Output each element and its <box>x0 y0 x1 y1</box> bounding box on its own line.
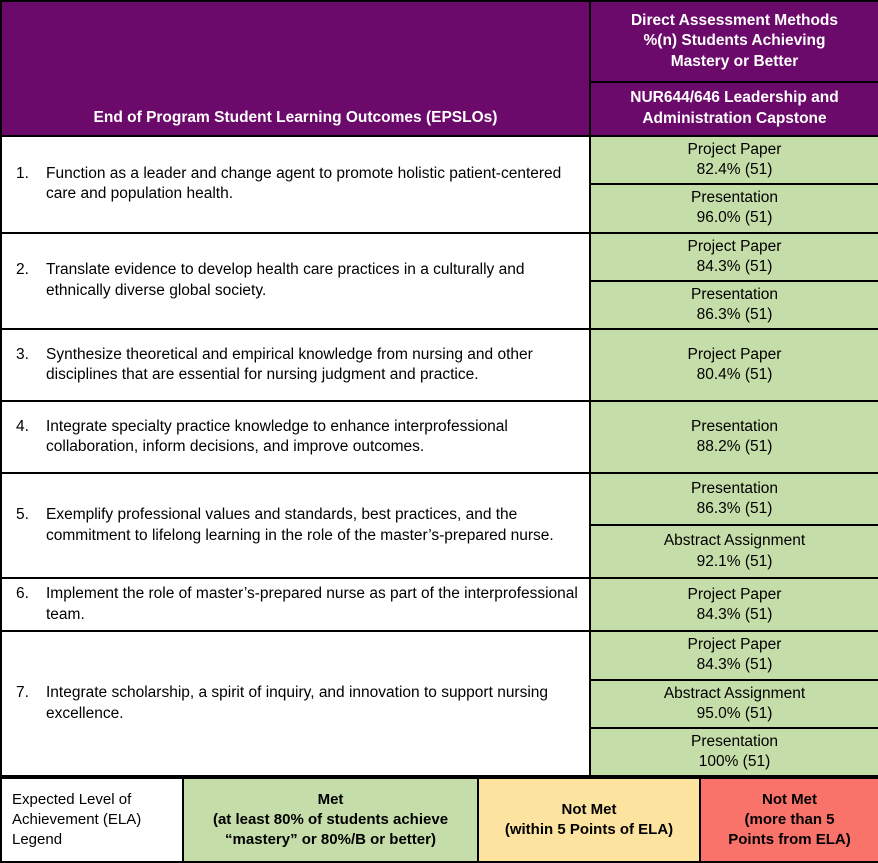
outcome-cell-1 <box>1 136 590 233</box>
header-line-1: Direct Assessment Methods <box>630 11 839 29</box>
header-course-name <box>590 82 878 136</box>
assessment-cell <box>590 184 878 232</box>
legend-label: Expected Level of Achievement (ELA) Legend <box>1 778 183 862</box>
assessment-value: 80.4% (51) <box>696 366 773 384</box>
assessment-value: 86.3% (51) <box>696 500 773 518</box>
header-epslo-title: End of Program Student Learning Outcomes (EPSLOs) <box>1 1 590 136</box>
assessment-method: Project Paper <box>687 345 782 363</box>
assessment-value: 100% (51) <box>698 753 771 771</box>
assessment-cell <box>590 728 878 776</box>
assessment-value: 82.4% (51) <box>696 161 773 179</box>
legend-not-met-within-sub-1: (within 5 Points of ELA) <box>504 821 674 839</box>
table-row <box>1 401 878 473</box>
outcome-cell-4 <box>1 401 590 473</box>
assessment-value: 84.3% (51) <box>696 656 773 674</box>
table-row <box>1 233 878 281</box>
outcome-number: 7. <box>16 684 29 702</box>
course-line-1: NUR644/646 Leadership and <box>630 89 839 107</box>
table-row <box>1 578 878 631</box>
outcome-number: 5. <box>16 506 29 524</box>
table-row <box>1 136 878 184</box>
outcome-number: 6. <box>16 585 29 603</box>
assessment-cell <box>590 631 878 679</box>
assessment-method: Presentation <box>690 285 779 303</box>
assessment-cell <box>590 401 878 473</box>
assessment-method: Presentation <box>690 417 779 435</box>
legend-not-met-more-cell <box>700 778 878 862</box>
outcome-text: Implement the role of master’s-prepared nurse as part of the interprofessional team. <box>46 585 578 623</box>
header-line-2: %(n) Students Achieving <box>643 32 826 50</box>
table-row <box>1 329 878 401</box>
assessment-method: Project Paper <box>687 585 782 603</box>
outcome-text: Function as a leader and change agent to promote holistic patient-centered care and population health. <box>46 164 562 203</box>
outcome-cell-2 <box>1 233 590 330</box>
legend-not-met-more-sub-1: (more than 5 <box>744 811 835 829</box>
assessment-method: Project Paper <box>687 636 782 654</box>
outcome-number: 2. <box>16 261 29 279</box>
assessment-method: Presentation <box>690 189 779 207</box>
legend-not-met-more-sub-2: Points from ELA) <box>728 831 851 849</box>
outcome-cell-6 <box>1 578 590 631</box>
assessment-cell <box>590 525 878 578</box>
legend-met-sub-2: “mastery” or 80%/B or better) <box>225 831 436 849</box>
legend-met-sub-1: (at least 80% of students achieve <box>212 811 449 829</box>
assessment-method: Abstract Assignment <box>663 532 806 550</box>
assessment-cell <box>590 233 878 281</box>
assessment-method: Abstract Assignment <box>663 684 806 702</box>
legend-met-title: Met <box>317 791 344 809</box>
assessment-method: Project Paper <box>687 237 782 255</box>
outcome-text: Exemplify professional values and standards, best practices, and the commitment to lifelong learning in the role of the master’s-prepared nurse. <box>46 506 554 544</box>
outcome-cell-7 <box>1 631 590 776</box>
assessment-value: 88.2% (51) <box>696 438 773 456</box>
ela-legend-table <box>0 777 878 863</box>
outcome-cell-5 <box>1 473 590 578</box>
assessment-cell <box>590 136 878 184</box>
outcome-number: 4. <box>16 417 29 435</box>
assessment-cell <box>590 329 878 401</box>
assessment-value: 84.3% (51) <box>696 605 773 623</box>
table-row <box>1 631 878 679</box>
legend-not-met-within-title: Not Met <box>561 801 617 819</box>
outcome-number: 3. <box>16 345 29 363</box>
legend-not-met-more-title: Not Met <box>762 791 817 809</box>
header-line-3: Mastery or Better <box>670 52 799 70</box>
outcome-cell-3 <box>1 329 590 401</box>
assessment-value: 86.3% (51) <box>696 305 773 323</box>
outcome-number: 1. <box>16 164 29 182</box>
outcome-text: Integrate specialty practice knowledge to enhance interprofessional collaboration, inform decisions, and improve outcomes. <box>46 417 508 456</box>
assessment-value: 95.0% (51) <box>696 704 773 722</box>
assessment-method: Project Paper <box>687 141 782 158</box>
legend-met-cell <box>183 778 478 862</box>
assessment-cell <box>590 473 878 525</box>
outcome-text: Synthesize theoretical and empirical knowledge from nursing and other disciplines that are essential for nursing judgment and practice. <box>46 345 533 384</box>
assessment-value: 92.1% (51) <box>696 552 773 570</box>
legend-not-met-within-cell <box>478 778 700 862</box>
outcome-text: Integrate scholarship, a spirit of inquiry, and innovation to support nursing excellence. <box>46 684 549 722</box>
outcome-text: Translate evidence to develop health care practices in a culturally and ethnically diverse global society. <box>46 261 525 299</box>
assessment-cell <box>590 578 878 631</box>
legend-row <box>1 778 878 862</box>
header-direct-assessment-methods <box>590 1 878 82</box>
assessment-method: Presentation <box>690 479 779 497</box>
assessment-method: Presentation <box>690 732 779 750</box>
assessment-cell <box>590 281 878 329</box>
assessment-value: 96.0% (51) <box>696 209 773 227</box>
assessment-cell <box>590 680 878 728</box>
course-line-2: Administration Capstone <box>642 109 827 127</box>
header-row-top <box>1 1 878 82</box>
assessment-value: 84.3% (51) <box>696 257 773 275</box>
table-row <box>1 473 878 525</box>
